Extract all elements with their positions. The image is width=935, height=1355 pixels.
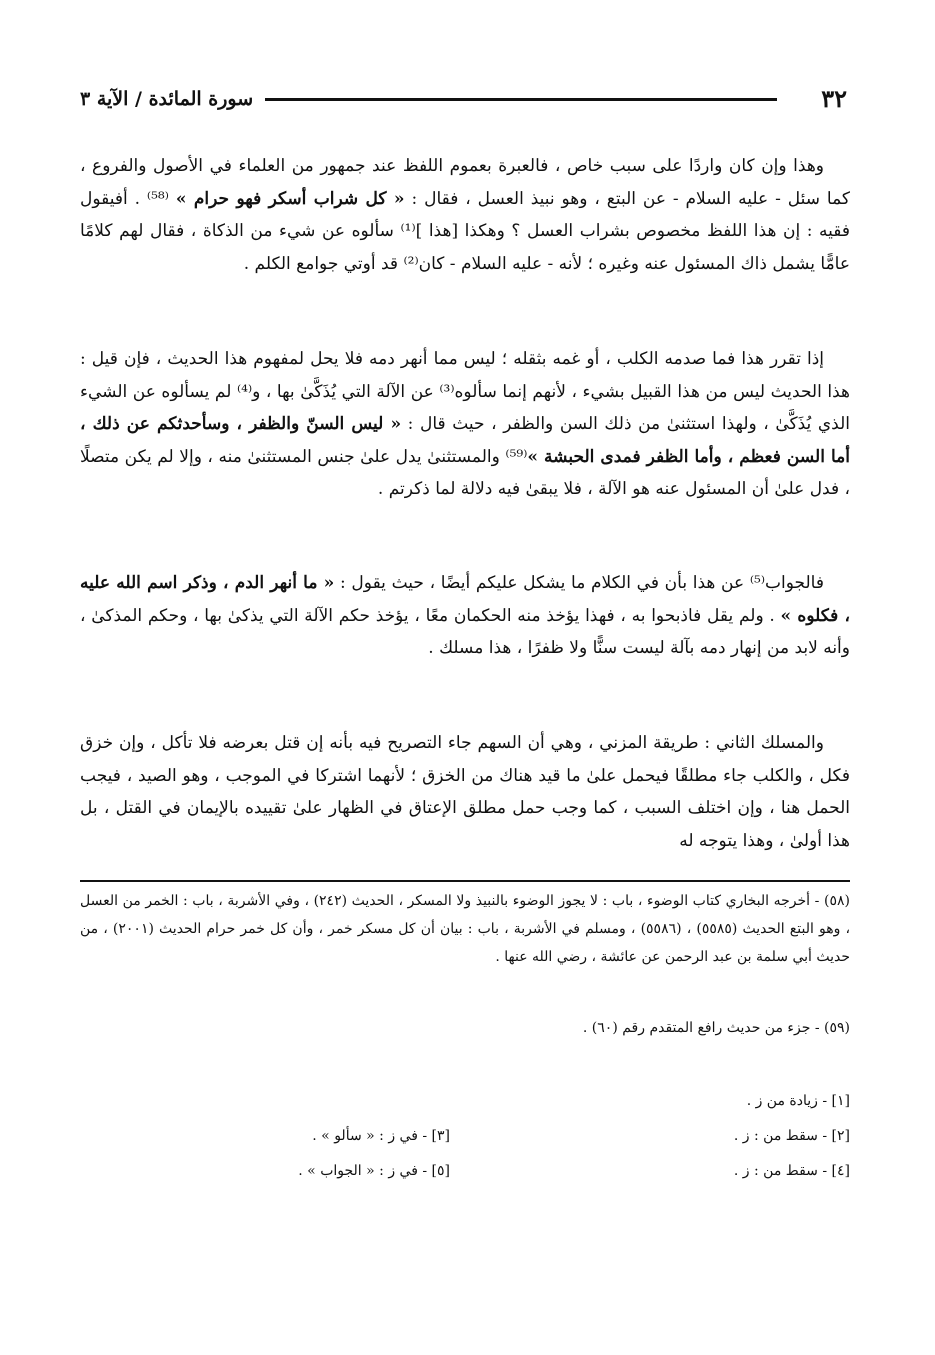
variant-note-3: [٣] - في ز : « سألو » . [312, 1128, 450, 1144]
paragraph-3-text [80, 567, 850, 665]
surah-reference: سورة المائدة / الآية ٣ [80, 88, 254, 110]
hadith-quote: « ليس السنّ والظفر ، وسأحدثكم عن ذلك ، أما السن فعظم ، وأما الظفر فمدى الحبشة » [80, 414, 850, 467]
body-text-run: وهذا وإن كان واردًا على سبب خاص ، فالعبرة بعموم اللفظ عند جمهور من العلماء في الأصول والفروع ، كما سئل - عليه السلام - عن البتع ، وهو نبيذ العسل ، فقال : [80, 156, 850, 209]
variant-note-4: [٤] - سقط من : ز . [733, 1163, 850, 1179]
footnote-58-text: (٥٨) - أخرجه البخاري كتاب الوضوء ، باب : لا يجوز الوضوء بالنبيذ ولا المسكر ، الحديث (٢٤٢) ، وفي الأشربة ، باب : الخمر من العسل ، وهو البتع الحديث (٥٥٨٥) ، (٥٥٨٦) ، ومسلم في الأشربة ، باب : بيان أن كل مسكر خمر ، وأن كل خمر حرام الحديث (٢٠٠١) ، من حديث أبي سلمة بن عبد الرحمن عن عائشة ، رضي الله عنها . [80, 893, 850, 966]
body-text-run: . ولم يقل فاذبحوا به ، فهذا يؤخذ منه الحكمان معًا ، يؤخذ حكم الآلة التي يذكىٰ بها ، وحكم المذكىٰ ، وأنه لابد من إنهار دمه بآلة ليست سنًّا ولا ظفرًا ، هذا مسلك . [80, 605, 850, 659]
hadith-quote: « كل شراب أسكر فهو حرام » [175, 188, 405, 209]
body-text-run: ⁽⁵⁸⁾ . أفيقول فقيه : إن هذا اللفظ مخصوص بشراب العسل ؟ وهكذا [هذا ]⁽¹⁾ سألوه عن شيء من الذكاة ، فقال لهم كلامًا عامًّا يشمل ذاك المسئول عنه وغيره ؛ لأنه - عليه السلام - كان⁽²⁾ قد أوتي جوامع الكلم . [80, 188, 850, 274]
body-text-run: إذا تقرر هذا فما صدمه الكلب ، أو غمه بثقله ؛ ليس مما أنهر دمه فلا يحل لمفهوم هذا الحديث ، فإن قيل : هذا الحديث ليس من هذا القبيل بشيء ، لأنهم إنما سألوه⁽³⁾ عن الآلة التي يُذَكَّىٰ بها ، و⁽⁴⁾ لم يسألوه عن الشيء الذي يُذَكَّىٰ ، ولهذا استثنىٰ من ذلك السن والظفر ، حيث قال : [80, 349, 851, 435]
body-text-run: ⁽⁵⁹⁾ والمستثنىٰ يدل علىٰ جنس المستثنىٰ منه ، وإلا لم يكن متصلًا ، فدل علىٰ أن المسئول عنه هو الآلة ، فلا يبقىٰ فيه دلالة لما ذكرتم . [80, 446, 850, 500]
page-number: ٣٢ [821, 84, 847, 113]
paragraph-3 [80, 567, 850, 665]
paragraph-1-text [80, 150, 850, 280]
footnote-59 [80, 1014, 850, 1042]
paragraph-4-text [80, 727, 850, 857]
variant-note-1: [١] - زيادة من ز . [746, 1093, 850, 1109]
body-text-run: فالجواب⁽⁵⁾ عن هذا بأن في الكلام ما يشكل عليكم أيضًا ، حيث يقول : [334, 573, 824, 593]
body-text-run: والمسلك الثاني : طريقة المزني ، وهي أن السهم جاء التصريح فيه بأنه إن قتل بعرضه فلا تأكل ، وإن خزق فكل ، والكلب جاء مطلقًا فيحمل علىٰ ما قيد هناك من الخزق ؛ لأنهما اشتركا في الموجب ، وهو الصيد ، فيجب الحمل هنا ، وإن اختلف السبب ، كما وجب حمل مطلق الإعتاق في الظهار علىٰ تقييده بالإيمان في القتل ، بل هذا أولىٰ ، وهذا يتوجه له [80, 733, 850, 851]
footnote-58 [80, 887, 850, 972]
hadith-quote: « ما أنهر الدم ، وذكر اسم الله عليه ، فكلوه » [80, 573, 850, 626]
paragraph-2 [80, 343, 850, 506]
paragraph-2-text [80, 343, 850, 506]
footnote-rule [80, 880, 850, 882]
variant-note-2: [٢] - سقط من : ز . [733, 1128, 850, 1144]
header-rule [265, 98, 777, 101]
variant-note-5: [٥] - في ز : « الجواب » . [298, 1163, 450, 1179]
footnote-59-text: (٥٩) - جزء من حديث رافع المتقدم رقم (٦٠) . [582, 1020, 850, 1036]
paragraph-4 [80, 727, 850, 857]
paragraph-1 [80, 150, 850, 280]
